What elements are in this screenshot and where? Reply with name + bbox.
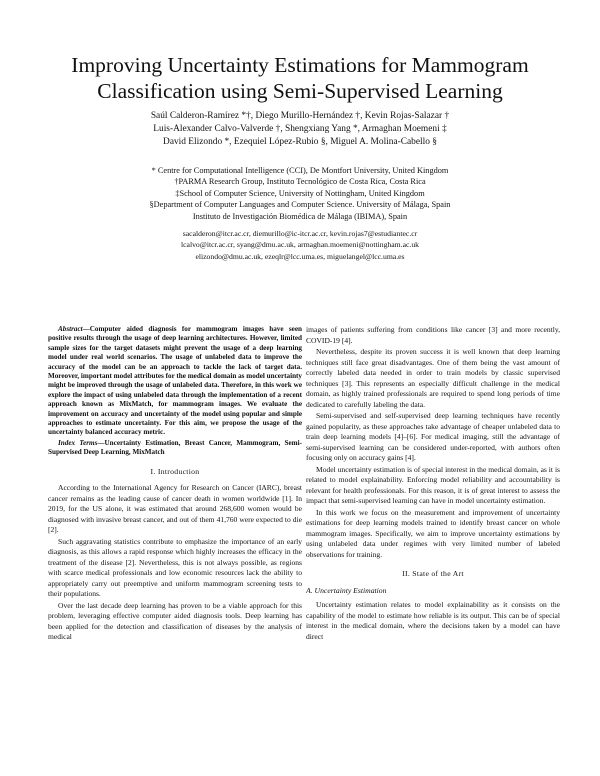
section-heading-introduction: I. Introduction [150,466,200,476]
paragraph: According to the International Agency for Research on Cancer (IARC), breast cancer remains as the leading cause of cancer death in women worldwide [1]. In 2019, for the US alone, it was estimated that around 268,600 women would be diagnosed with invasive breast cancer, and out of them 41,760 were expected to die [2]. [48,483,302,535]
affiliation-line: †PARMA Research Group, Instituto Tecnológico de Costa Rica, Costa Rica [174,177,426,187]
paragraph: Model uncertainty estimation is of special interest in the medical domain, as it is related to model explainability. Enforcing model reliability and accountability is relevant for health professionals. For this reason, it is of great interest to assess the impact that semi-supervised learning can have in model uncertainty estimation. [306,464,560,505]
paragraph: Uncertainty estimation relates to model explainability as it consists on the capability of the model to estimate how reliable is its output. This can be of special interest in the medical domain, where the decisions taken by a model can have direct [306,600,560,641]
subsection-heading-uncertainty: A. Uncertainty Estimation [306,585,387,595]
abstract-text: —Computer aided diagnosis for mammogram images have seen positive results through the usage of deep learning architectures. However, limited sample sizes for the target datasets might prevent the usage of a deep learning model under real world scenarios. The usage of unlabeled data to improve the accuracy of the model can be an approach to tackle the lack of target data. Moreover, important model attributes for the medical domain as model uncertainty might be improved through the usage of unlabeled data. Therefore, in this work we explore the impact of using unlabeled data through the implementation of a recent approach known as MixMatch, for mammogram images. We evaluate the improvement on accuracy and uncertainty of the model using popular and simple approaches to estimate uncertainty. For this aim, we propose the usage of the uncertainty balanced accuracy metric. [48,325,302,437]
section-heading-state-of-the-art: II. State of the Art [402,569,464,578]
paragraph: images of patients suffering from conditions like cancer [3] and more recently, COVID-19 [4]. [306,325,560,345]
right-column [306,325,560,643]
title-line-2: Classification using Semi-Supervised Learning [97,79,503,103]
paragraph: Semi-supervised and self-supervised deep learning techniques have recently gained popularity, as these approaches take advantage of cheaper unlabeled data to train deep learning models [4]–[6]. For medical imaging, still the advantage of semi-supervised learning can be considered under-reported, with authors often focusing only on accuracy gains [4]. [306,411,560,462]
left-column [48,325,302,644]
author-line: David Elizondo *, Ezequiel López-Rubio §, Miguel A. Molina-Cabello § [163,137,437,147]
paragraph: Nevertheless, despite its proven success it is well known that deep learning techniques still face great disadvantages. One of them being the vast amount of correctly labeled data needed in order to train models by classic supervised techniques [3]. This represents an especially difficult challenge in the medical domain, as highly trained professionals are required to spend long periods of time dedicated to carefully labeling the data. [306,347,560,409]
paragraph: Over the last decade deep learning has proven to be a viable approach for this problem, leveraging effective computer aided diagnosis tools. Deep learning has been applied for the detection and classification of diseases by the analysis of medical [48,600,302,642]
affiliation-line: Instituto de Investigación Biomédica de Málaga (IBIMA), Spain [192,211,408,221]
author-list [60,110,540,149]
affiliation-list [40,165,560,222]
index-terms-text: —Uncertainty Estimation, Breast Cancer, Mammogram, Semi-Supervised Deep Learning, MixMatch [48,438,302,457]
index-terms [48,439,302,458]
email-line: lcalvo@itcr.ac.cr, syang@dmu.ac.uk, armaghan.moemeni@nottingham.ac.uk [180,240,420,250]
index-terms-label: Index Terms [58,438,98,447]
paragraph: In this work we focus on the measurement and improvement of uncertainty estimations for deep learning models trained to identify breast cancer on whole mammogram images. Specifically, we aim to improve uncertainty estimations by using unlabeled data under regimes with very limited number of labeled observations for training. [306,507,560,559]
affiliation-line: §Department of Computer Languages and Computer Science. University of Málaga, Spain [149,200,451,210]
email-line: sacalderon@itcr.ac.cr, diemurillo@ic-itcr.ac.cr, kevin.rojas7@estudiantec.cr [182,229,418,238]
author-line: Saúl Calderon-Ramírez *†, Diego Murillo-Hernández †, Kevin Rojas-Salazar † [150,111,450,121]
affiliation-line: * Centre for Computational Intelligence (CCI), De Montfort University, United Kingdom [151,166,449,175]
author-line: Luis-Alexander Calvo-Valverde †, Shengxiang Yang *, Armaghan Moemeni ‡ [153,124,447,134]
title-line-1: Improving Uncertainty Estimations for Mammogram [71,53,529,77]
paper-title [20,52,580,104]
abstract-label: Abstract [58,325,83,333]
abstract [48,325,302,438]
paragraph: Such aggravating statistics contribute to emphasize the importance of an early diagnosis, as this allows a rapid response which highly increases the efficacy in the treatment of the disease [2]. Nevertheless, this is not always possible, as regions with scarce medical professionals and low economic resources lack the ability to appropriately carry out preemptive and uniform mammogram screening tests to their populations. [48,536,302,599]
email-line: elizondo@dmu.ac.uk, ezeqlr@lcc.uma.es, miguelangel@lcc.uma.es [195,251,405,261]
affiliation-line: ‡School of Computer Science, University of Nottingham, United Kingdom [175,188,425,198]
email-list [60,228,540,262]
